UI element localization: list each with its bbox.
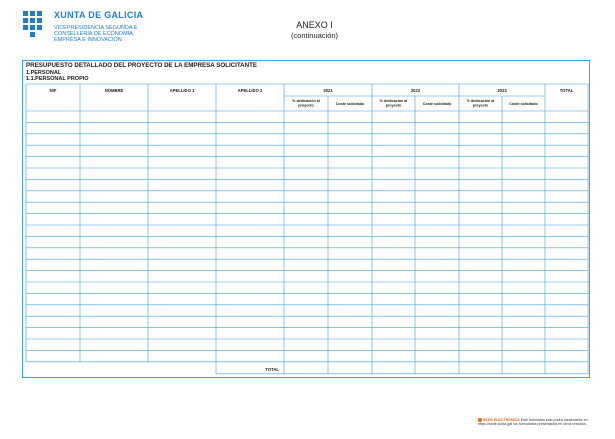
footer-note	[478, 418, 608, 427]
header-nombre: NOMBRE	[104, 88, 124, 93]
section-subsubtitle: 1.1.PERSONAL PROPIO	[26, 76, 89, 82]
brand-name: XUNTA DE GALICIA	[54, 10, 144, 20]
department-line: EMPRESA E INNOVACIÓN	[54, 37, 122, 44]
annex-title: ANEXO I	[296, 20, 333, 30]
subheader-dedicacion: % dedicación al proyecto	[379, 99, 408, 108]
header-apellido-2: APELLIDO 2	[237, 88, 263, 93]
subheader-dedicacion: % dedicación al proyecto	[466, 99, 495, 108]
header-year-2021: 2021	[323, 88, 333, 93]
footer-label: SEDE ELECTRÓNICA	[483, 418, 520, 422]
header-year-2022: 2022	[410, 88, 421, 93]
subheader-coste: Coste solicitado	[335, 102, 365, 106]
header-total: TOTAL	[559, 88, 574, 93]
section-subtitle: 1.PERSONAL	[26, 70, 62, 76]
subheader-coste: Coste solicitado	[509, 102, 538, 106]
footer-line1: Este formulario solo podrá presentarse en	[520, 418, 588, 422]
section-title: PRESUPUESTO DETALLADO DEL PROYECTO DE LA EMPRESA SOLICITANTE	[26, 62, 258, 69]
total-row-label: TOTAL	[265, 366, 279, 372]
department-line: VICEPRESIDENCIA SEGUNDA E	[54, 25, 138, 31]
header-year-2023: 2023	[497, 88, 507, 93]
subheader-dedicacion: % dedicación al proyecto	[292, 99, 320, 108]
header-nif: NIF	[49, 88, 57, 93]
department-line: CONSELLERÍA DE ECONOMÍA,	[54, 31, 135, 38]
header-apellido-1: APELLIDO 1	[169, 88, 195, 93]
annex-subtitle: (continuación)	[290, 31, 339, 40]
footer-line2: https://sede.xunta.gal los formularios presentados en otros rexistros	[478, 422, 586, 427]
subheader-coste: Coste solicitado	[422, 102, 452, 106]
